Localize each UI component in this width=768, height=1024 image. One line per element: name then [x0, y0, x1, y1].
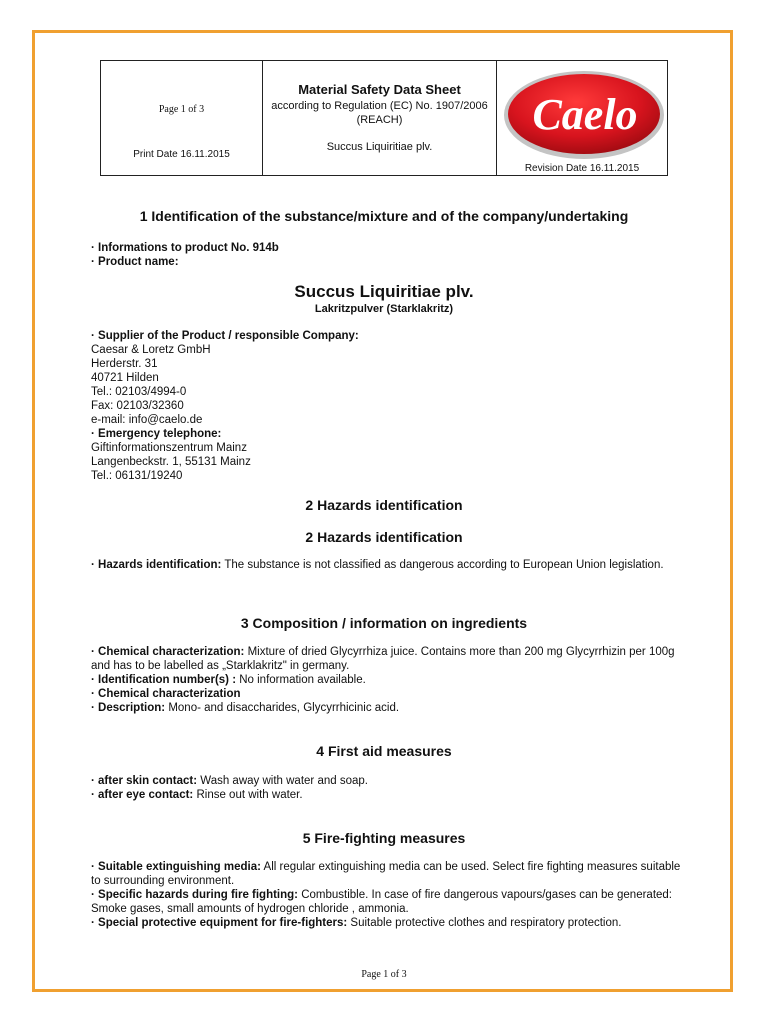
desc-label: · Description: — [91, 702, 166, 714]
document-title: Material Safety Data Sheet — [298, 82, 461, 97]
emergency-label: · Emergency telephone: — [91, 428, 222, 440]
product-name-label: · Product name: — [91, 256, 179, 268]
section3-heading: 3 Composition / information on ingredients — [240, 615, 528, 631]
fire-hazard-label: · Specific hazards during fire fighting: — [91, 889, 299, 901]
header-product: Succus Liquiritiae plv. — [326, 141, 433, 153]
eye-text: Rinse out with water. — [193, 789, 303, 801]
supplier-line: Herderstr. 31 — [91, 358, 158, 370]
logo-text: Caelo — [532, 90, 638, 139]
id-label: · Identification number(s) : — [91, 674, 237, 686]
chem-text: Mixture of dried Glycyrrhiza juice. Contains more than 200 mg Glycyrrhizin per 100g and has to be labelled as „Starklakritz" in germany. — [91, 646, 675, 672]
caelo-logo — [501, 69, 667, 161]
media-text: All regular extinguishing media can be used. Select fire fighting measures suitable to surrounding environment. — [91, 861, 681, 887]
eye-label: · after eye contact: — [91, 789, 194, 801]
print-date: Print Date 16.11.2015 — [133, 149, 230, 160]
header-page-label: Page 1 of 3 — [158, 104, 205, 115]
skin-label: · after skin contact: — [91, 775, 198, 787]
chem2-label: · Chemical characterization — [91, 688, 241, 700]
supplier-line: Tel.: 02103/4994-0 — [91, 386, 187, 398]
header-left-cell — [101, 61, 263, 175]
supplier-block — [91, 329, 681, 483]
supplier-line: e-mail: info@caelo.de — [91, 414, 203, 426]
equipment-text: Suitable protective clothes and respiratory protection. — [347, 917, 622, 929]
first-aid-block — [91, 774, 681, 802]
composition-block — [91, 645, 681, 715]
skin-text: Wash away with water and soap. — [197, 775, 368, 787]
section1-heading: 1 Identification of the substance/mixture and of the company/undertaking — [139, 208, 629, 224]
fire-fighting-block — [91, 860, 681, 930]
hazards-label: · Hazards identification: — [91, 559, 222, 571]
id-text: No information available. — [236, 674, 366, 686]
supplier-line: Fax: 02103/32360 — [91, 400, 184, 412]
product-subname: Lakritzpulver (Starklakritz) — [314, 303, 454, 315]
hazards-block — [91, 558, 681, 572]
section4-heading: 4 First aid measures — [316, 743, 452, 759]
emergency-line: Tel.: 06131/19240 — [91, 470, 183, 482]
section5-heading: 5 Fire-fighting measures — [302, 830, 466, 846]
media-label: · Suitable extinguishing media: — [91, 861, 261, 873]
fire-hazard-text: Combustible. In case of fire dangerous vapours/gases can be generated: Smoke gases, small amounts of hydrogen chloride , ammonia. — [91, 889, 672, 915]
desc-text: Mono- and disaccharides, Glycyrrhicinic acid. — [165, 702, 400, 714]
header-table — [100, 60, 668, 176]
product-number-line: · Informations to product No. 914b — [91, 242, 279, 254]
section1-info — [91, 241, 681, 269]
supplier-label: · Supplier of the Product / responsible Company: — [91, 330, 359, 342]
section2-heading: 2 Hazards identification — [305, 497, 463, 513]
equipment-label: · Special protective equipment for fire-fighters: — [91, 917, 348, 929]
page-footer: Page 1 of 3 — [361, 969, 407, 980]
document-subtitle: according to Regulation (EC) No. 1907/2006 (REACH) — [271, 100, 488, 126]
supplier-line: Caesar & Loretz GmbH — [91, 344, 211, 356]
emergency-line: Giftinformationszentrum Mainz — [91, 442, 247, 454]
chem-label: · Chemical characterization: — [91, 646, 245, 658]
emergency-line: Langenbeckstr. 1, 55131 Mainz — [91, 456, 251, 468]
section2-heading-repeat: 2 Hazards identification — [305, 529, 463, 545]
revision-date: Revision Date 16.11.2015 — [524, 163, 640, 174]
product-name: Succus Liquiritiae plv. — [294, 282, 474, 301]
header-center-cell — [263, 61, 497, 175]
header-right-cell — [497, 61, 667, 175]
hazards-text: The substance is not classified as dangerous according to European Union legislation. — [221, 559, 664, 571]
supplier-line: 40721 Hilden — [91, 372, 159, 384]
